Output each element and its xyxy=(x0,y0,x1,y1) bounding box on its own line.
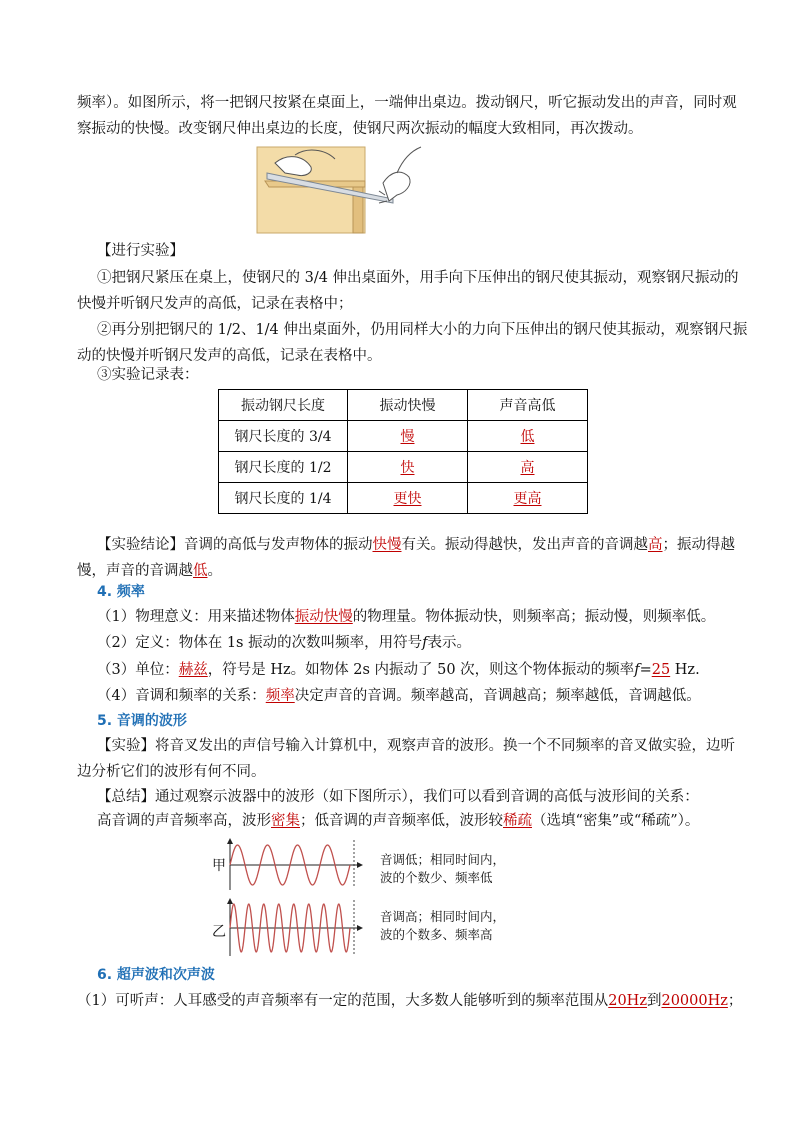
table-header-row xyxy=(219,390,588,421)
wave-yi-label: 乙 xyxy=(212,924,226,940)
table-cell-pitch xyxy=(468,421,588,452)
wave-yi-desc-2: 波的个数多、频率高 xyxy=(380,927,493,942)
experiment-step1: ①把钢尺紧压在桌上，使钢尺的 3/4 伸出桌面外，用手向下压伸出的钢尺使其振动，观察钢尺振动的 xyxy=(97,270,739,286)
text: 。 xyxy=(207,563,222,579)
section-6-item-1 xyxy=(77,991,742,1011)
section-5-summary: 【总结】通过观察示波器中的波形（如下图所示），我们可以看到音调的高低与波形间的关系： xyxy=(97,789,699,805)
table-row xyxy=(219,483,588,514)
section-6-title: 6. 超声波和次声波 xyxy=(97,967,215,983)
answer-text: 更高 xyxy=(513,491,542,507)
section-4-item-4 xyxy=(97,686,701,706)
answer-text: 高 xyxy=(648,537,663,553)
answer-text: 慢 xyxy=(400,429,415,445)
table-header: 振动钢尺长度 xyxy=(219,390,348,421)
answer-text: 频率 xyxy=(265,688,295,704)
table-cell-speed xyxy=(348,421,468,452)
symbol-f: f xyxy=(422,635,428,651)
text: （3）单位： xyxy=(97,662,179,678)
answer-text: 密集 xyxy=(271,813,300,829)
table-cell-speed xyxy=(348,483,468,514)
text: 有关。振动得越快，发出声音的音调越 xyxy=(401,537,648,553)
section-5-title: 5. 音调的波形 xyxy=(97,713,187,729)
text: ；低音调的声音频率低，波形较 xyxy=(300,813,503,829)
section-4-title: 4. 频率 xyxy=(97,584,145,600)
section-5-experiment-cont: 边分析它们的波形有何不同。 xyxy=(77,764,266,780)
conclusion-line-2 xyxy=(77,561,222,581)
table-cell-length: 钢尺长度的 1/2 xyxy=(219,452,348,483)
answer-text: 25 xyxy=(651,662,671,678)
text: 慢，声音的音调越 xyxy=(77,563,193,579)
text: （选填“密集”或“稀疏”）。 xyxy=(532,813,700,829)
answer-text: 快慢 xyxy=(372,537,402,553)
wave-jia-label: 甲 xyxy=(212,858,226,874)
text: = xyxy=(639,662,652,678)
answer-text: 稀疏 xyxy=(503,813,532,829)
answer-text: 快 xyxy=(400,460,415,476)
text: （1）可听声：人耳感受的声音频率有一定的范围，大多数人能够听到的频率范围从 xyxy=(77,993,609,1009)
text: 表示。 xyxy=(427,635,471,651)
answer-text: 20Hz xyxy=(608,993,647,1009)
section-5-experiment: 【实验】将音叉发出的声信号输入计算机中，观察声音的波形。换一个不同频率的音叉做实验，边听 xyxy=(97,738,735,754)
wave-yi-desc-1: 音调高；相同时间内， xyxy=(380,909,506,924)
intro-line-1: 频率）。如图所示，将一把钢尺按紧在桌面上，一端伸出桌边。拨动钢尺，听它振动发出的声音，同时观 xyxy=(77,95,737,111)
table-cell-pitch xyxy=(468,483,588,514)
answer-text: 高 xyxy=(520,460,535,476)
answer-text: 低 xyxy=(520,429,535,445)
text: （2）定义：物体在 1s 振动的次数叫频率，用符号 xyxy=(97,635,423,651)
table-cell-length: 钢尺长度的 1/4 xyxy=(219,483,348,514)
text: 的物理量。物体振动快，则频率高；振动慢，则频率低。 xyxy=(352,609,716,625)
experiment-heading: 【进行实验】 xyxy=(97,243,184,259)
text: （4）音调和频率的关系： xyxy=(97,688,266,704)
answer-text: 赫兹 xyxy=(178,662,208,678)
wave-jia-desc-1: 音调低；相同时间内， xyxy=(380,852,506,867)
table-cell-speed xyxy=(348,452,468,483)
symbol-f: f xyxy=(634,662,640,678)
text: （1）物理意义：用来描述物体 xyxy=(97,609,295,625)
text: Hz. xyxy=(670,662,700,678)
experiment-step3: ③实验记录表： xyxy=(97,367,199,383)
table-row xyxy=(219,421,588,452)
wave-jia-desc-2: 波的个数少、频率低 xyxy=(380,870,493,885)
table-header: 声音高低 xyxy=(468,390,588,421)
table-header: 振动快慢 xyxy=(348,390,468,421)
answer-text: 20000Hz xyxy=(661,993,728,1009)
section-4-item-1 xyxy=(97,607,715,627)
waveform-figure xyxy=(226,838,366,960)
experiment-record-table xyxy=(218,389,588,514)
experiment-step2: ②再分别把钢尺的 1/2、1/4 伸出桌面外，仍用同样大小的力向下压伸出的钢尺使其振动，观察钢尺振 xyxy=(97,322,748,338)
conclusion-line-1 xyxy=(97,535,735,555)
text: ； xyxy=(727,993,743,1009)
table-row xyxy=(219,452,588,483)
text: 高音调的声音频率高，波形 xyxy=(97,813,271,829)
ruler-on-table-illustration xyxy=(255,143,425,235)
experiment-step1-cont: 快慢并听钢尺发声的高低，记录在表格中； xyxy=(77,296,353,312)
text: ，符号是 Hz。如物体 2s 内振动了 50 次，则这个物体振动的频率 xyxy=(207,662,635,678)
experiment-step2-cont: 动的快慢并听钢尺发声的高低，记录在表格中。 xyxy=(77,348,382,364)
section-4-item-3 xyxy=(97,660,700,680)
section-4-item-2 xyxy=(97,633,471,653)
section-5-fill-in xyxy=(97,811,699,831)
table-cell-pitch xyxy=(468,452,588,483)
answer-text: 更快 xyxy=(393,491,422,507)
intro-line-2: 察振动的快慢。改变钢尺伸出桌边的长度，使钢尺两次振动的幅度大致相同，再次拨动。 xyxy=(77,121,643,137)
text: 决定声音的音调。频率越高，音调越高；频率越低，音调越低。 xyxy=(294,688,701,704)
table-cell-length: 钢尺长度的 3/4 xyxy=(219,421,348,452)
text: 【实验结论】音调的高低与发声物体的振动 xyxy=(97,537,373,553)
text: 到 xyxy=(646,993,662,1009)
answer-text: 振动快慢 xyxy=(294,609,353,625)
answer-text: 低 xyxy=(193,563,208,579)
text: ；振动得越 xyxy=(662,537,735,553)
